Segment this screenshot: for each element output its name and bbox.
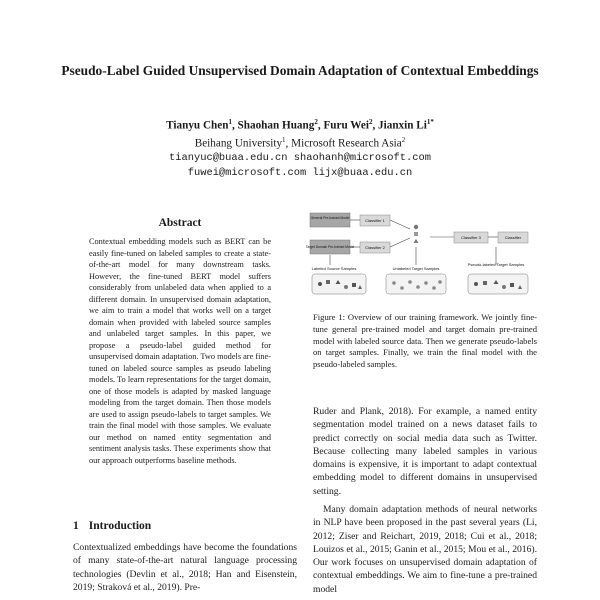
general-model-text: General Pre-trained Model: [310, 216, 350, 220]
affiliation-mark: 2: [401, 136, 406, 145]
author-mark: 1: [228, 118, 232, 126]
classifier-final-label: Classifier: [504, 235, 522, 240]
sample-dot: [432, 286, 436, 290]
sample-dot: [438, 280, 442, 284]
sample-dot: [474, 282, 478, 286]
target-model-text: Target Domain Pre-trained Model: [306, 245, 355, 249]
pseudo-label-mark: [414, 239, 419, 243]
pseudo-label-mark: [414, 232, 418, 236]
target-model-label: [306, 245, 355, 249]
author-mark: 2: [314, 118, 318, 126]
arrow: [390, 220, 410, 229]
general-model-label: [311, 216, 350, 220]
affiliation-mark: 1: [282, 136, 286, 145]
abstract-text: Contextual embedding models such as BERT can be easily fine-tuned on labeled samples to create a state-of-the-art model for many downstream tasks. However, the fine-tuned BERT model suffers considerably from unlabeled data when applied to a different domain. In unsupervised domain adaptation, we aim to train a model that works well on a target domain when provided with labeled source samples and unlabeled target samples. In this paper, we propose a pseudo-label guided method for unsupervised domain adaptation. Two models are fine-tuned on labeled source samples as pseudo labeling models. To learn representations for the target domain, one of those models is adapted by masked language modeling from the target domain. Then those models are used to assign pseudo-labels to target samples. We train the final model with those samples. We evaluate our method on named entity segmentation and sentiment analysis tasks. These experiments show that our approach outperforms baseline methods.: [89, 237, 271, 465]
sample-dot: [392, 281, 396, 285]
affiliation: Microsoft Research Asia: [291, 137, 402, 150]
email-line: fuwei@microsoft.com lijx@buaa.edu.cn: [187, 167, 413, 180]
body-paragraph: Many domain adaptation methods of neural networks in NLP have been proposed in the past several years (Li, 2012; Ziser and Reichart, 2019, 2018; Cui et al., 2018; Louizos et al., 2015; Ganin et al., 2015; Mou et al., 2016). Our work focuses on unsupervised domain adaptation of contextual embeddings. We aim to fine-tune a pre-trained model: [313, 504, 537, 595]
sample-dot: [318, 282, 322, 286]
affiliation: Beihang University: [194, 137, 283, 150]
sample-dot: [400, 286, 404, 290]
sample-dot: [326, 280, 330, 284]
intro-text: Contextualized embeddings have become the foundations of many state-of-the-art natural language processing technologies (Devlin et al., 2018; Han and Eisenstein, 2019; Straková et al., 2019). Pre-: [73, 542, 297, 594]
pseudo-samples-label: Pseudo-labeled Target Samples: [467, 262, 525, 267]
author-names: Tianyu Chen$^1$, Shaohan Huang$^2$, Furu Wei$^2$, Jianxin $Li^{1*}$: [166, 118, 434, 132]
sample-dot: [510, 283, 514, 287]
author-name: Furu Wei: [323, 119, 369, 132]
author-name: Tianyu Chen: [166, 119, 229, 132]
author-name: Jianxin Li: [378, 119, 427, 132]
author-mark: 1*: [426, 118, 434, 126]
source-samples-label: Labeled Source Samples: [311, 266, 357, 271]
affiliations: Beihang University$^1$, Microsoft Research Asia$^2$: [194, 136, 406, 150]
section-heading: [73, 520, 151, 532]
section-number: 1: [73, 520, 79, 532]
sample-dot: [416, 285, 420, 289]
classifier-1-label: Classifier 1: [365, 218, 385, 223]
author-name: Shaohan Huang: [237, 119, 315, 132]
abstract-heading: Abstract: [158, 217, 202, 229]
sample-dot: [483, 281, 487, 285]
sample-dot: [424, 281, 428, 285]
sample-dot: [502, 285, 506, 289]
classifier-3-label: Classifier 3: [461, 235, 481, 240]
figure-caption: Figure 1: Overview of our training framework. We jointly fine-tune general pre-trained model and target domain pre-trained model with labeled source data. Then we generate pseudo-labels on target samples. Finally, we train the final model with the pseudo-labeled samples.: [313, 312, 537, 370]
author-block: [40, 115, 560, 181]
sample-dot: [408, 280, 412, 284]
unlabeled-samples-label: Unlabeled Target Samples: [392, 266, 440, 271]
framework-figure: [306, 207, 538, 299]
paper-title: Pseudo-Label Guided Unsupervised Domain Adaptation of Contextual Embeddings: [61, 63, 539, 78]
section-title: Introduction: [88, 520, 152, 532]
body-paragraph: Ruder and Plank, 2018). For example, a named entity segmentation model trained on a news dataset fails to predict correctly on social media data such as Twitter. Because collecting many labeled samples in various domains is expensive, it is important to adapt contextual embedding model to different domains in unsupervised setting.: [313, 406, 537, 497]
arrow: [390, 238, 410, 247]
email-line: tianyuc@buaa.edu.cn shaohanh@microsoft.com: [169, 152, 431, 165]
author-mark: 2: [368, 118, 373, 126]
classifier-2-label: Classifier 2: [365, 245, 385, 250]
sample-dot: [344, 285, 348, 289]
sample-dot: [352, 283, 356, 287]
pseudo-label-mark: [414, 225, 418, 229]
